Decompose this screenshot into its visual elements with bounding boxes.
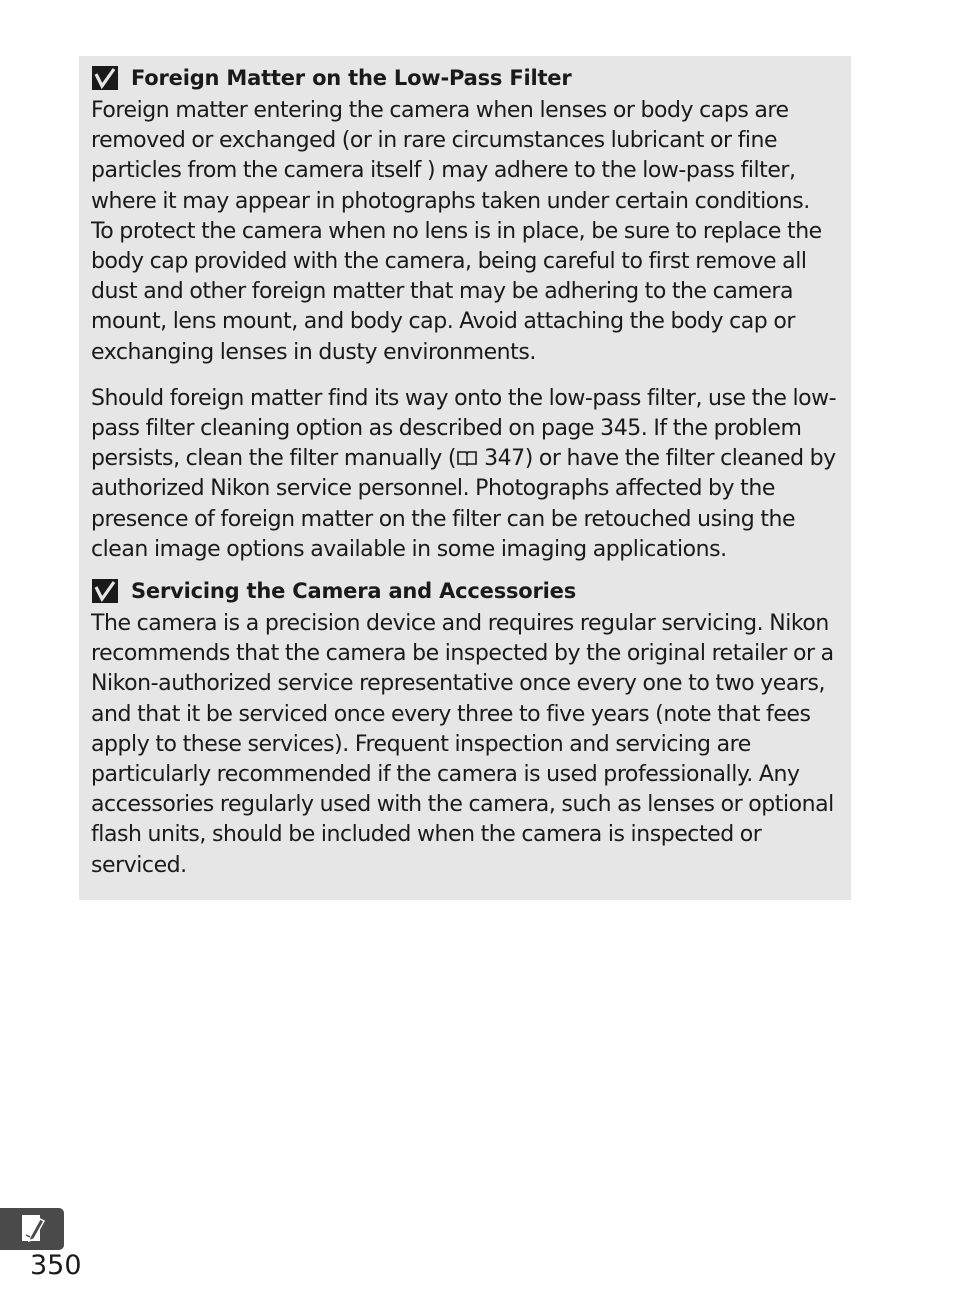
paragraph-text: ) or have the filter cleaned by authorized Nikon service personnel. Photographs affected by the presence of foreign matter on the filter can be retouched using the clean image options available in some imaging applications.	[91, 446, 836, 562]
section-tab-marker	[0, 1208, 64, 1250]
note-section-foreign-matter	[91, 62, 837, 565]
note-section-servicing	[91, 575, 837, 881]
page-number: 350	[30, 1250, 82, 1281]
section-title: Foreign Matter on the Low-Pass Filter	[131, 66, 572, 90]
notes-pencil-icon	[20, 1213, 46, 1245]
section-heading	[91, 62, 837, 94]
page-reference: 347	[478, 446, 525, 472]
paragraph	[91, 384, 837, 565]
caution-check-icon	[91, 578, 119, 604]
caution-check-icon	[91, 65, 119, 91]
note-box	[79, 56, 851, 900]
book-icon	[456, 449, 478, 467]
paragraph: The camera is a precision device and requires regular servicing. Nikon recommends that the camera be inspected by the original retailer or a Nikon-authorized service representative once every one to two years, and that it be serviced once every three to five years (note that fees apply to these services). Frequent inspection and servicing are particularly recommended if the camera is used professionally. Any accessories regularly used with the camera, such as lenses or optional flash units, should be included when the camera is inspected or serviced.	[91, 611, 834, 878]
paragraph: Foreign matter entering the camera when lenses or body caps are removed or exchanged (or in rare circumstances lubricant or fine particles from the camera itself ) may adhere to the low-pass filter, where it may appear in photographs taken under certain conditions. To protect the camera when no lens is in place, be sure to replace the body cap provided with the camera, being careful to first remove all dust and other foreign matter that may be adhering to the camera mount, lens mount, and body cap. Avoid attaching the body cap or exchanging lenses in dusty environments.	[91, 98, 822, 365]
section-title: Servicing the Camera and Accessories	[131, 579, 577, 604]
paragraph-text: Should foreign matter find its way onto the low-pass filter, use the low-pass filter cleaning option as described on page 345. If the problem persists, clean the filter manually (	[91, 385, 837, 472]
section-heading	[91, 575, 837, 607]
